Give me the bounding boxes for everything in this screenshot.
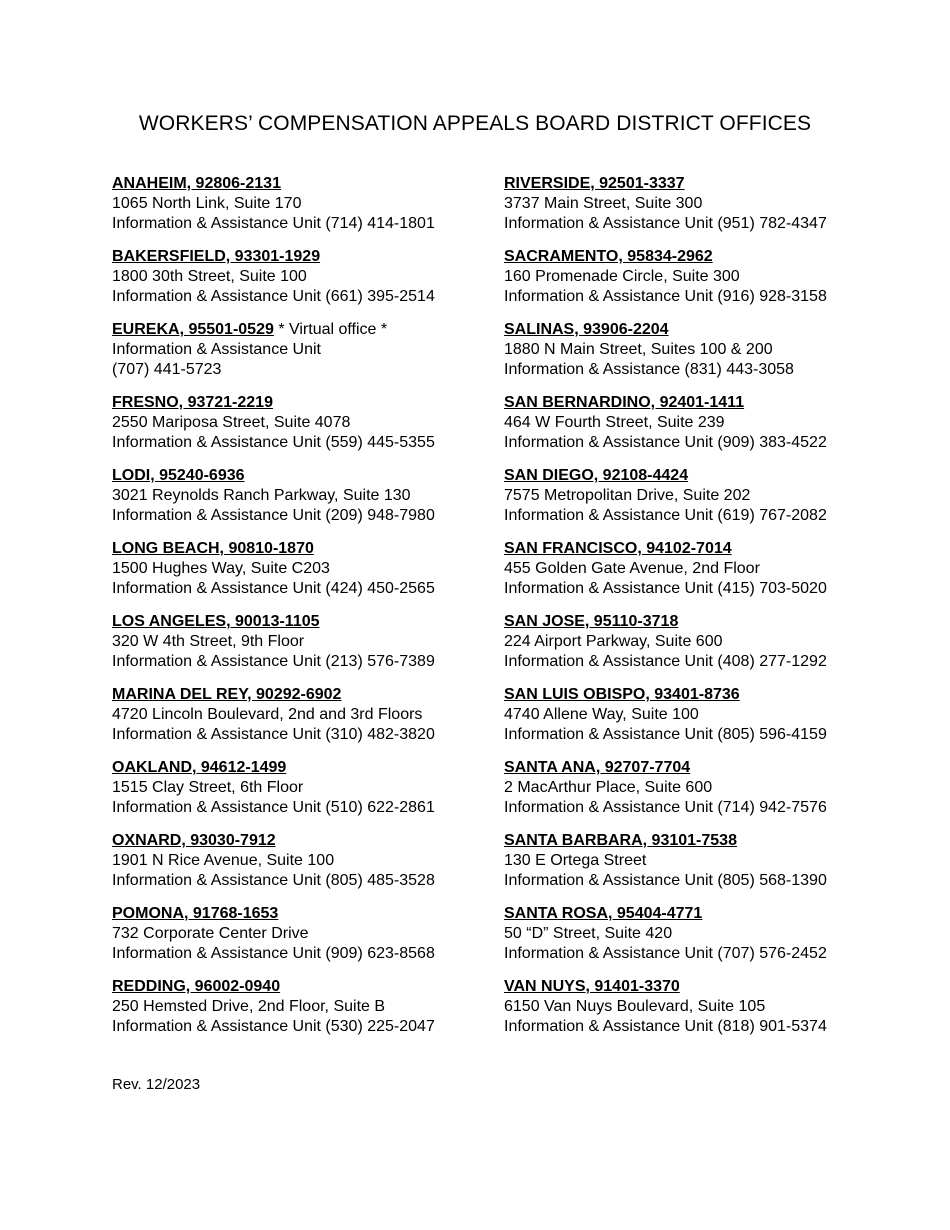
office-phone: Information & Assistance Unit (805) 485-3528 [112, 872, 435, 889]
office-address: 3737 Main Street, Suite 300 [504, 195, 703, 212]
office-entry [504, 539, 884, 612]
office-phone: Information & Assistance Unit (818) 901-5374 [504, 1018, 827, 1035]
office-address: 2 MacArthur Place, Suite 600 [504, 779, 713, 796]
office-name: SALINAS, 93906-2204 [504, 321, 669, 338]
office-column-left [112, 174, 492, 1050]
office-phone: Information & Assistance Unit (661) 395-2514 [112, 288, 435, 305]
office-phone: Information & Assistance Unit (530) 225-2047 [112, 1018, 435, 1035]
office-name: SANTA BARBARA, 93101-7538 [504, 832, 737, 849]
office-entry [112, 393, 492, 466]
office-name: SAN FRANCISCO, 94102-7014 [504, 540, 732, 557]
office-address: 4740 Allene Way, Suite 100 [504, 706, 699, 723]
office-name: REDDING, 96002-0940 [112, 978, 281, 995]
office-note: * Virtual office * [273, 321, 388, 338]
office-name: RIVERSIDE, 92501-3337 [504, 175, 685, 192]
office-address: 1880 N Main Street, Suites 100 & 200 [504, 341, 773, 358]
office-phone: Information & Assistance Unit (415) 703-5020 [504, 580, 827, 597]
office-entry [112, 831, 492, 904]
office-entry [504, 247, 884, 320]
office-name: SANTA ANA, 92707-7704 [504, 759, 691, 776]
office-name: OAKLAND, 94612-1499 [112, 759, 287, 776]
office-phone: Information & Assistance Unit (909) 383-4522 [504, 434, 827, 451]
office-phone: Information & Assistance Unit (909) 623-8568 [112, 945, 435, 962]
office-address: 1800 30th Street, Suite 100 [112, 268, 307, 285]
office-phone: Information & Assistance Unit (805) 596-4159 [504, 726, 827, 743]
office-entry [504, 904, 884, 977]
office-name: SAN DIEGO, 92108-4424 [504, 467, 689, 484]
office-address: 130 E Ortega Street [504, 852, 647, 869]
office-entry [112, 904, 492, 977]
office-name: LODI, 95240-6936 [112, 467, 245, 484]
office-address: 6150 Van Nuys Boulevard, Suite 105 [504, 998, 766, 1015]
office-entry [504, 393, 884, 466]
office-address: 4720 Lincoln Boulevard, 2nd and 3rd Floors [112, 706, 423, 723]
office-phone: (707) 441-5723 [112, 361, 222, 378]
revision-date: Rev. 12/2023 [112, 1076, 201, 1093]
office-entry [112, 320, 492, 393]
office-name: POMONA, 91768-1653 [112, 905, 279, 922]
office-address: 160 Promenade Circle, Suite 300 [504, 268, 740, 285]
office-address: 1901 N Rice Avenue, Suite 100 [112, 852, 335, 869]
office-name: MARINA DEL REY, 90292-6902 [112, 686, 342, 703]
office-phone: Information & Assistance Unit (714) 414-1801 [112, 215, 435, 232]
office-name: VAN NUYS, 91401-3370 [504, 978, 680, 995]
office-phone: Information & Assistance Unit (714) 942-7576 [504, 799, 827, 816]
office-phone: Information & Assistance Unit (916) 928-3158 [504, 288, 827, 305]
office-entry [504, 466, 884, 539]
office-phone: Information & Assistance Unit (310) 482-3820 [112, 726, 435, 743]
office-entry [112, 977, 492, 1050]
office-address: 732 Corporate Center Drive [112, 925, 309, 942]
office-column-right [504, 174, 884, 1050]
office-phone: Information & Assistance (831) 443-3058 [504, 361, 794, 378]
office-address: 7575 Metropolitan Drive, Suite 202 [504, 487, 751, 504]
office-address: 1500 Hughes Way, Suite C203 [112, 560, 330, 577]
office-address: 50 “D” Street, Suite 420 [504, 925, 673, 942]
office-entry [112, 174, 492, 247]
office-name: ANAHEIM, 92806-2131 [112, 175, 281, 192]
office-address: 464 W Fourth Street, Suite 239 [504, 414, 725, 431]
office-entry [112, 247, 492, 320]
office-name: LOS ANGELES, 90013-1105 [112, 613, 320, 630]
office-phone: Information & Assistance Unit (424) 450-2565 [112, 580, 435, 597]
office-address: 2550 Mariposa Street, Suite 4078 [112, 414, 351, 431]
office-entry [112, 539, 492, 612]
office-phone: Information & Assistance Unit (408) 277-1292 [504, 653, 827, 670]
office-phone: Information & Assistance Unit (559) 445-5355 [112, 434, 435, 451]
office-name: FRESNO, 93721-2219 [112, 394, 273, 411]
office-address: 3021 Reynolds Ranch Parkway, Suite 130 [112, 487, 411, 504]
office-phone: Information & Assistance Unit (213) 576-7389 [112, 653, 435, 670]
office-entry [112, 466, 492, 539]
office-name: SANTA ROSA, 95404-4771 [504, 905, 703, 922]
office-address: 1065 North Link, Suite 170 [112, 195, 302, 212]
office-phone: Information & Assistance Unit (619) 767-2082 [504, 507, 827, 524]
office-address: 1515 Clay Street, 6th Floor [112, 779, 304, 796]
office-entry [112, 612, 492, 685]
office-name: BAKERSFIELD, 93301-1929 [112, 248, 321, 265]
office-phone: Information & Assistance Unit (707) 576-2452 [504, 945, 827, 962]
office-address: 455 Golden Gate Avenue, 2nd Floor [504, 560, 760, 577]
office-name: LONG BEACH, 90810-1870 [112, 540, 314, 557]
office-name: SACRAMENTO, 95834-2962 [504, 248, 713, 265]
office-name: OXNARD, 93030-7912 [112, 832, 276, 849]
office-name: SAN LUIS OBISPO, 93401-8736 [504, 686, 740, 703]
office-address: 250 Hemsted Drive, 2nd Floor, Suite B [112, 998, 386, 1015]
office-phone: Information & Assistance Unit (510) 622-2861 [112, 799, 435, 816]
office-entry [504, 174, 884, 247]
office-entry [504, 831, 884, 904]
office-phone: Information & Assistance Unit (209) 948-7980 [112, 507, 435, 524]
office-address: 224 Airport Parkway, Suite 600 [504, 633, 723, 650]
office-entry [504, 977, 884, 1050]
office-name: SAN JOSE, 95110-3718 [504, 613, 679, 630]
office-phone: Information & Assistance Unit (951) 782-4347 [504, 215, 827, 232]
office-name: EUREKA, 95501-0529 [112, 321, 274, 338]
page-title: WORKERS’ COMPENSATION APPEALS BOARD DISTRICT OFFICES [138, 112, 812, 135]
office-phone: Information & Assistance Unit (805) 568-1390 [504, 872, 827, 889]
office-entry [504, 685, 884, 758]
office-entry [504, 612, 884, 685]
office-entry [112, 685, 492, 758]
office-entry [112, 758, 492, 831]
office-address: 320 W 4th Street, 9th Floor [112, 633, 305, 650]
office-entry [504, 320, 884, 393]
office-address: Information & Assistance Unit [112, 341, 321, 358]
office-entry [504, 758, 884, 831]
office-name: SAN BERNARDINO, 92401-1411 [504, 394, 745, 411]
